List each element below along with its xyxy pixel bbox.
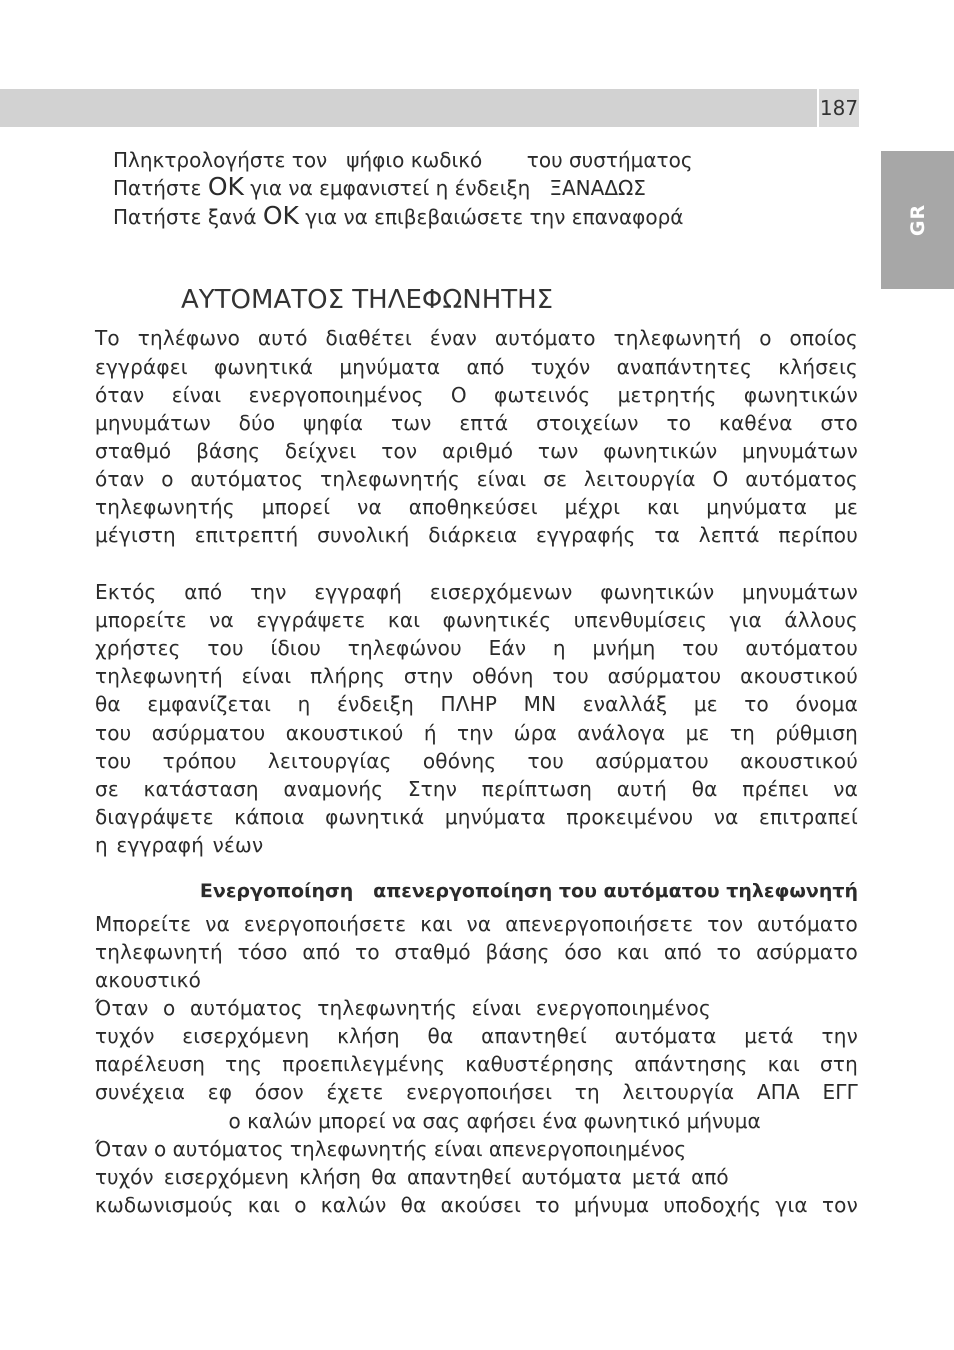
paragraph1-line: σταθμό βάσης δείχνει τον αριθμό των φωνητικών μηνυμάτων [95,439,858,463]
step-3 [113,203,683,230]
paragraph3-line: τηλεφωνητή τόσο από το σταθμό βάσης όσο και από το ασύρματο [95,940,858,964]
paragraph2-line: διαγράψετε κάποια φωνητικά μηνύματα προκειμένου να επιτραπεί [95,805,858,829]
paragraph1-line: μέγιστη επιτρεπτή συνολική διάρκεια εγγραφής τα λεπτά περίπου [95,523,858,547]
paragraph2-line: μπορείτε να εγγράψετε και φωνητικές υπενθυμίσεις για άλλους [95,608,858,632]
paragraph3-line: παρέλευση της προεπιλεγμένης καθυστέρησης απάντησης και στη [95,1052,858,1076]
step-2 [113,174,646,201]
step-3-text-b: για να επιβεβαιώσετε την επαναφορά [298,205,684,229]
paragraph3-line: ο καλών μπορεί να σας αφήσει ένα φωνητικό μήνυμα [95,1109,761,1133]
subsection-title: Ενεργοποίηση απενεργοποίηση του αυτόματου τηλεφωνητή [199,880,858,902]
paragraph3-line: κωδωνισμούς και ο καλών θα ακούσει το μήνυμα υποδοχής για τον [95,1193,858,1217]
page-number: 187 [819,89,859,127]
paragraph3-line: τυχόν εισερχόμενη κλήση θα απαντηθεί αυτόματα μετά από [95,1165,729,1189]
header-band [0,89,817,127]
step-1 [113,147,693,173]
step-2-text-a: Πατήστε [113,176,208,200]
paragraph2-line: τηλεφωνητή είναι πλήρης στην οθόνη του ασύρματου ακουστικού [95,664,858,688]
language-tab [881,151,954,289]
paragraph3-line: συνέχεια εφ όσον έχετε ενεργοποιήσει τη λειτουργία ΑΠΑ ΕΓΓ [95,1080,858,1104]
paragraph2-line: του ασύρματου ακουστικού ή την ώρα ανάλογα με τη ρύθμιση [95,721,858,745]
step-3-text-a: Πατήστε ξανά [113,205,263,229]
step-1-text: Πληκτρολογήστε τον ψήφιο κωδικό του συστήματος [113,148,693,172]
paragraph3-line: τυχόν εισερχόμενη κλήση θα απαντηθεί αυτόματα μετά την [95,1024,858,1048]
paragraph1-line: Το τηλέφωνο αυτό διαθέτει έναν αυτόματο τηλεφωνητή ο οποίος [95,326,858,350]
paragraph2-line: σε κατάσταση αναμονής Στην περίπτωση αυτή θα πρέπει να [95,777,858,801]
paragraph1-line: μηνυμάτων δύο ψηφία των επτά στοιχείων το καθένα στο [95,411,858,435]
paragraph3-line: Όταν ο αυτόματος τηλεφωνητής είναι απενεργοποιημένος [95,1137,687,1161]
paragraph1-line: όταν ο αυτόματος τηλεφωνητής είναι σε λειτουργία Ο αυτόματος [95,467,858,491]
paragraph3-line: Μπορείτε να ενεργοποιήσετε και να απενεργοποιήσετε τον αυτόματο [95,912,858,936]
paragraph2-line: θα εμφανίζεται η ένδειξη ΠΛΗΡ ΜΝ εναλλάξ με το όνομα [95,692,858,716]
ok-key-label: OK [262,201,299,230]
paragraph1-line: όταν είναι ενεργοποιημένος Ο φωτεινός μετρητής φωνητικών [95,383,858,407]
paragraph2-line: του τρόπου λειτουργίας οθόνης του ασύρματου ακουστικού [95,749,858,773]
paragraph1-line: τηλεφωνητής μπορεί να αποθηκεύσει μέχρι και μηνύματα με [95,495,858,519]
section-title: ΑΥΤΟΜΑΤΟΣ ΤΗΛΕΦΩΝΗΤΗΣ [181,285,554,315]
paragraph2-line: Εκτός από την εγγραφή εισερχόμενων φωνητικών μηνυμάτων [95,580,858,604]
paragraph3-line: Όταν ο αυτόματος τηλεφωνητής είναι ενεργοποιημένος [95,996,711,1020]
ok-key-label: OK [207,172,244,201]
step-2-text-b: για να εμφανιστεί η ένδειξη ΞΑΝΑΔΩΣ [243,176,646,200]
language-tab-label: GR [906,203,929,237]
paragraph1-line: εγγράφει φωνητικά μηνύματα από τυχόν αναπάντητες κλήσεις [95,355,858,379]
paragraph2-line: η εγγραφή νέων [95,833,264,857]
paragraph3-line: ακουστικό [95,968,202,992]
paragraph2-line: χρήστες του ίδιου τηλεφώνου Εάν η μνήμη του αυτόματου [95,636,858,660]
